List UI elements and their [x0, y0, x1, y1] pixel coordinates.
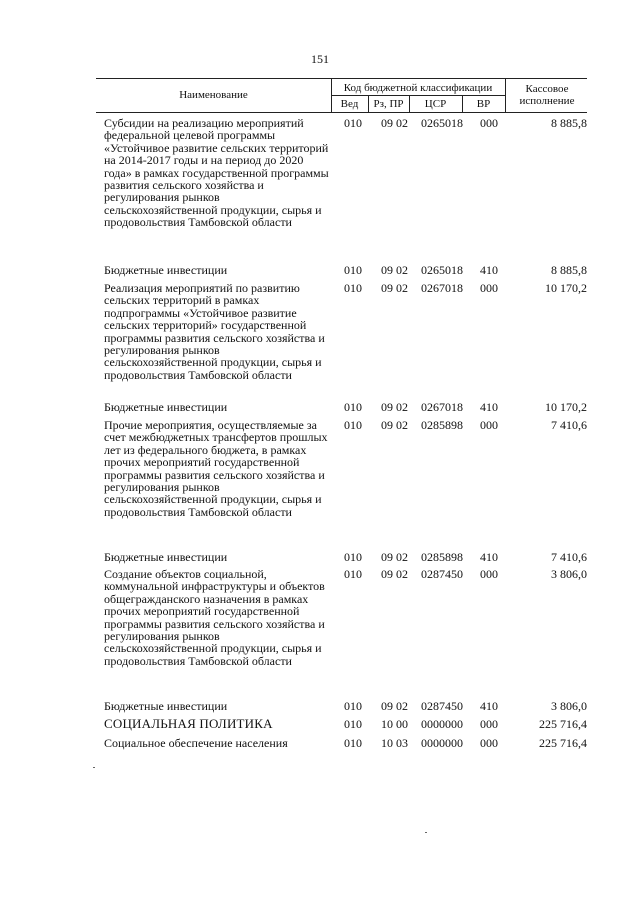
row-csr: 0285898 — [421, 418, 463, 432]
row-csr: 0000000 — [421, 736, 463, 750]
scan-speck — [425, 832, 427, 833]
row-amount: 3 806,0 — [551, 567, 587, 581]
row-vr: 000 — [480, 116, 498, 130]
row-csr: 0287450 — [421, 699, 463, 713]
row-amount: 3 806,0 — [551, 699, 587, 713]
row-rz: 09 02 — [381, 699, 408, 713]
table-header — [96, 78, 587, 113]
scan-speck — [93, 767, 95, 768]
row-rz: 09 02 — [381, 418, 408, 432]
row-name: Субсидии на реализацию мероприятий федеральной целевой программы «Устойчивое развитие сельских территорий на 2014-2017 годы и на период до 2020 года» в рамках государственной программы развития сельского хозяйства и регулирования рынков сельскохозяйственной продукции, сырья и продовольствия Тамбовской области — [104, 116, 329, 230]
row-rz: 09 02 — [381, 116, 408, 130]
row-amount: 10 170,2 — [545, 400, 587, 414]
row-amount: 7 410,6 — [551, 550, 587, 564]
row-vr: 000 — [480, 567, 498, 581]
row-name: Реализация мероприятий по развитию сельских территорий в рамках подпрограммы «Устойчивое развитие сельских территорий» государственной программы развития сельского хозяйства и регулирования рынков сельскохозяйственной продукции, сырья и продовольствия Тамбовской области — [104, 281, 325, 382]
row-amount: 8 885,8 — [551, 116, 587, 130]
row-name: Прочие мероприятия, осуществляемые за счет межбюджетных трансфертов прошлых лет из федерального бюджета, в рамках прочих мероприятий государственной программы развития сельского хозяйства и регулирования рынков сельскохозяйственной продукции, сырья и продовольствия Тамбовской области — [104, 418, 328, 519]
row-csr: 0265018 — [421, 263, 463, 277]
row-rz: 09 02 — [381, 400, 408, 414]
row-amount: 7 410,6 — [551, 418, 587, 432]
row-vr: 000 — [480, 736, 498, 750]
row-csr: 0285898 — [421, 550, 463, 564]
row-name: Бюджетные инвестиции — [104, 400, 228, 414]
header-ved: Вед — [340, 98, 359, 110]
row-amount: 10 170,2 — [545, 281, 587, 295]
row-vr: 410 — [480, 400, 498, 414]
row-ved: 010 — [344, 400, 362, 414]
header-divider — [331, 95, 505, 96]
row-csr: 0287450 — [421, 567, 463, 581]
header-divider — [505, 79, 506, 112]
row-csr: 0265018 — [421, 116, 463, 130]
row-ved: 010 — [344, 567, 362, 581]
row-ved: 010 — [344, 717, 362, 731]
row-csr: 0000000 — [421, 717, 463, 731]
row-rz: 10 00 — [381, 717, 408, 731]
row-rz: 09 02 — [381, 263, 408, 277]
row-name: СОЦИАЛЬНАЯ ПОЛИТИКА — [104, 716, 273, 731]
row-rz: 10 03 — [381, 736, 408, 750]
row-name: Социальное обеспечение населения — [104, 736, 288, 750]
row-rz: 09 02 — [381, 567, 408, 581]
row-csr: 0267018 — [421, 400, 463, 414]
row-rz: 09 02 — [381, 281, 408, 295]
row-csr: 0267018 — [421, 281, 463, 295]
row-name: Создание объектов социальной, коммунальной инфраструктуры и объектов общегражданского назначения в рамках прочих мероприятий государственной программы развития сельского хозяйства и регулирования рынков сельскохозяйственной продукции, сырья и продовольствия Тамбовской области — [104, 567, 325, 668]
page-number: 151 — [311, 52, 329, 66]
header-rz: Рз, ПР — [373, 98, 404, 110]
row-name: Бюджетные инвестиции — [104, 550, 228, 564]
row-vr: 410 — [480, 699, 498, 713]
row-vr: 000 — [480, 418, 498, 432]
header-vr: ВР — [476, 98, 491, 110]
row-vr: 000 — [480, 281, 498, 295]
row-name: Бюджетные инвестиции — [104, 263, 228, 277]
row-amount: 225 716,4 — [539, 736, 587, 750]
header-code: Код бюджетной классификации — [343, 82, 493, 94]
row-vr: 410 — [480, 263, 498, 277]
row-vr: 410 — [480, 550, 498, 564]
row-ved: 010 — [344, 281, 362, 295]
row-ved: 010 — [344, 116, 362, 130]
row-ved: 010 — [344, 699, 362, 713]
row-ved: 010 — [344, 550, 362, 564]
row-name: Бюджетные инвестиции — [104, 699, 228, 713]
header-name: Наименование — [179, 89, 248, 101]
header-amount: Кассовое исполнение — [519, 83, 575, 107]
row-ved: 010 — [344, 418, 362, 432]
row-ved: 010 — [344, 736, 362, 750]
row-vr: 000 — [480, 717, 498, 731]
row-amount: 8 885,8 — [551, 263, 587, 277]
row-rz: 09 02 — [381, 550, 408, 564]
row-ved: 010 — [344, 263, 362, 277]
row-amount: 225 716,4 — [539, 717, 587, 731]
header-csr: ЦСР — [424, 98, 447, 110]
